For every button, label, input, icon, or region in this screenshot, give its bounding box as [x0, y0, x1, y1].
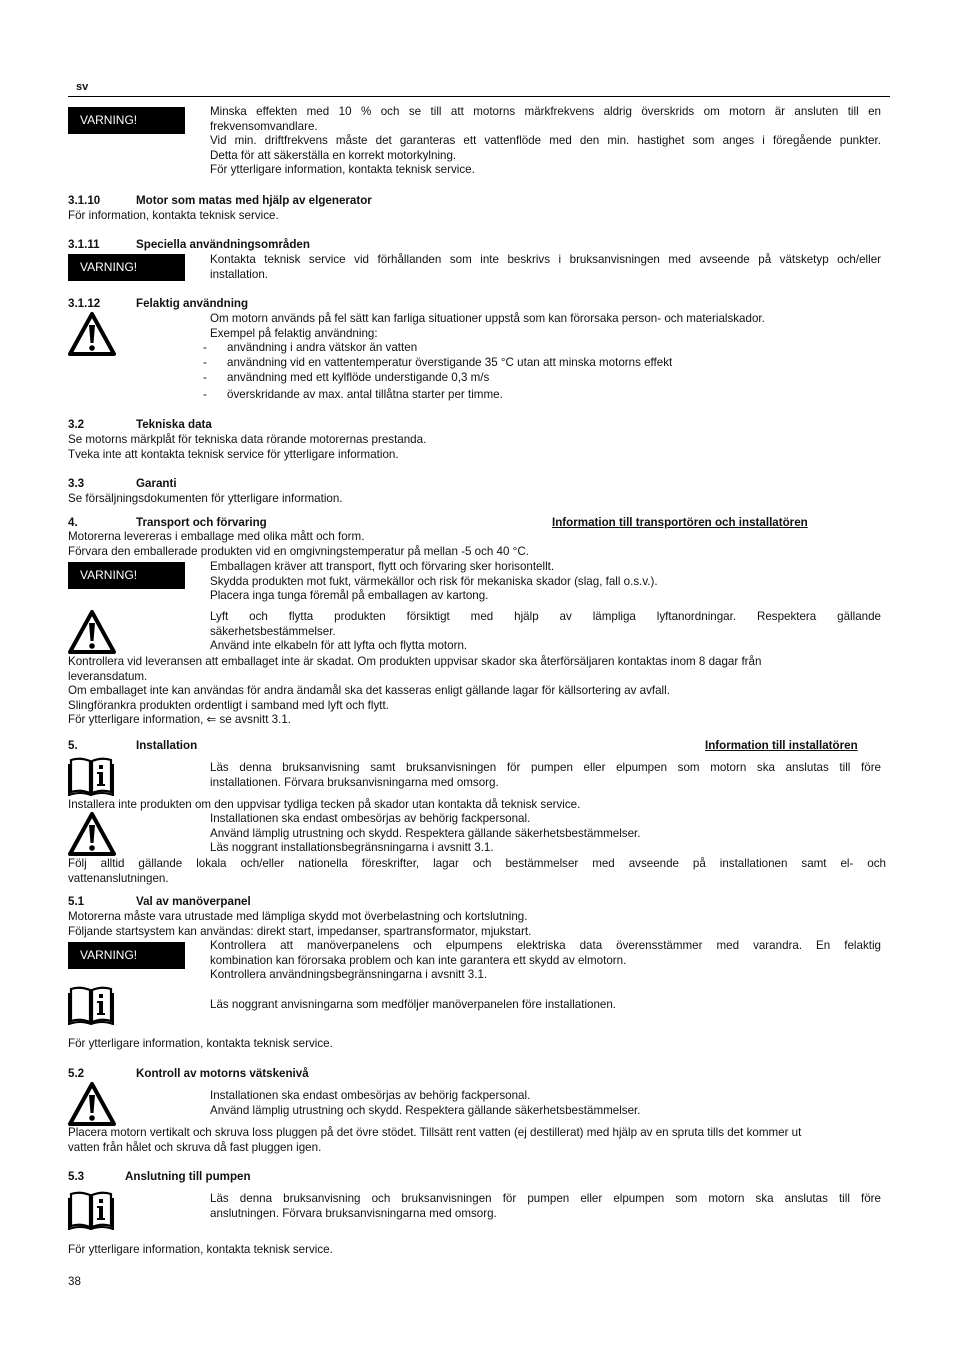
text-line: Detta för att säkerställa en korrekt motorkylning.	[210, 148, 457, 162]
section-title: Speciella användningsområden	[136, 238, 310, 251]
section-number: 5.2	[68, 1067, 85, 1080]
installation-danger-text	[210, 812, 881, 856]
text-line: Motorerna måste vara utrustade med lämpliga skydd mot överbelastning och kortslutning.	[68, 910, 528, 923]
text-line: Vid min. driftfrekvens måste det garanteras ett vattenflöde med den min. hastighet som anges i föregående punkter.	[210, 134, 881, 148]
section-title: Tekniska data	[136, 418, 212, 431]
section-title: Motor som matas med hjälp av elgenerator	[136, 194, 372, 207]
text-line: Kontakta teknisk service vid förhållanden som inte beskrivs i bruksanvisningen med avseende på vätsketyp och/eller	[210, 253, 881, 266]
text-line: anslutningen. Förvara bruksanvisningarna med omsorg.	[210, 1206, 497, 1220]
text-line: Motorerna levereras i emballage med olika mått och form.	[68, 530, 365, 543]
paragraph	[68, 433, 886, 462]
section-number: 4.	[68, 516, 78, 529]
text-line: Läs denna bruksanvisning och bruksanvisningen för pumpen eller elpumpen som motorn ska anslutas till före	[210, 1192, 881, 1205]
text-line: Följande startsystem kan användas: direkt start, impedanser, spartransformator, mjukstart.	[68, 924, 532, 938]
section-heading-3-1-12	[68, 297, 248, 312]
section-title: Anslutning till pumpen	[125, 1170, 251, 1183]
warning-label: VARNING!	[68, 107, 185, 134]
section-title: Transport och förvaring	[136, 516, 267, 529]
text-line: Läs noggrant installationsbegränsningarna i avsnitt 3.1.	[210, 841, 494, 855]
special-use-text	[210, 253, 881, 282]
text-line: Kontrollera användningsbegränsningarna i avsnitt 3.1.	[210, 968, 488, 982]
paragraph	[68, 655, 886, 728]
text-line: Tveka inte att kontakta teknisk service för ytterligare information.	[68, 447, 399, 461]
text-line: Minska effekten med 10 % och se till att motorns märkfrekvens aldrig överskrids om motorn är ansluten till en	[210, 105, 881, 118]
danger-warning-icon	[67, 311, 117, 357]
text-line: Använd inte elkabeln för att lyfta och flytta motorn.	[210, 639, 468, 653]
text-line: Placera inga tunga föremål på emballagen av kartong.	[210, 589, 489, 603]
text-line: installation.	[210, 267, 269, 281]
section-number: 3.1.12	[68, 297, 101, 310]
text-line: Se motorns märkplåt för tekniska data rörande motorernas prestanda.	[68, 433, 427, 446]
text-line: Använd lämplig utrustning och skydd. Respektera gällande säkerhetsbestämmelser.	[210, 826, 641, 840]
text-line: Kontrollera att manöverpanelens och elpumpens elektriska data överensstämmer med varandra. En felaktig	[210, 939, 881, 952]
paragraph	[68, 910, 886, 939]
text-line: För ytterligare information, ⇐ se avsnitt 3.1.	[68, 713, 291, 727]
danger-warning-icon	[67, 1081, 117, 1127]
section-heading-5-1	[68, 895, 251, 910]
section-number: 5.	[68, 739, 78, 752]
list-item: - överskridande av max. antal tillåtna starter per timme.	[203, 388, 503, 401]
section-number: 5.3	[68, 1170, 85, 1183]
paragraph: För information, kontakta teknisk service.	[68, 209, 279, 222]
text-line: Kontrollera vid leveransen att emballaget inte är skadat. Om produkten uppvisar skador ska återförsäljaren kontaktas inom 8 dagar från	[68, 655, 762, 668]
section-heading-3-3	[68, 477, 177, 492]
section-title: Garanti	[136, 477, 177, 490]
section-heading-3-1-10	[68, 194, 372, 209]
text-line: Läs denna bruksanvisning samt bruksanvisningen för pumpen eller elpumpen som motorn ska anslutas till före	[210, 761, 881, 774]
list-item: - användning med ett kylflöde understigande 0,3 m/s	[203, 371, 490, 384]
list-item: - användning vid en vattentemperatur överstigande 35 °C utan att minska motorns effekt	[203, 356, 673, 369]
paragraph: Se försäljningsdokumenten för ytterligare information.	[68, 492, 343, 505]
section-number: 3.1.10	[68, 194, 101, 207]
text-line: kombination kan förorsaka problem och kan inte garantera ett skydd av elmotorn.	[210, 953, 627, 967]
section-number: 3.3	[68, 477, 85, 490]
paragraph: För ytterligare information, kontakta teknisk service.	[68, 1243, 333, 1256]
section-number: 5.1	[68, 895, 85, 908]
text-line: Om motorn används på fel sätt kan farliga situationer uppstå som kan förorsaka person- och materialskador.	[210, 312, 765, 325]
warning-label: VARNING!	[68, 254, 185, 281]
section-title: Val av manöverpanel	[136, 895, 251, 908]
lifting-danger-text	[210, 610, 881, 654]
section-heading-5	[68, 739, 197, 754]
text-line: Skydda produkten mot fukt, värmekällor och risk för mekaniska skador (slag, fall o.s.v.).	[210, 574, 658, 588]
text-line: Placera motorn vertikalt och skruva loss pluggen på det övre stödet. Tillsätt rent vatten (ej destillerat) med hjälp av en spruta tills det kommer ut	[68, 1126, 802, 1139]
header-rule	[68, 96, 890, 97]
language-code: sv	[76, 81, 89, 93]
text-line: frekvensomvandlare.	[210, 119, 318, 133]
section-number: 3.1.11	[68, 238, 100, 251]
manual-text: Läs noggrant anvisningarna som medföljer manöverpanelen före installationen.	[210, 998, 617, 1011]
section-title: Felaktig användning	[136, 297, 249, 310]
paragraph	[68, 1126, 886, 1155]
text-line: installationen. Förvara bruksanvisningarna med omsorg.	[210, 775, 499, 789]
text-line: vattenanslutningen.	[68, 871, 169, 885]
read-manual-icon	[68, 985, 114, 1025]
manual-text	[210, 761, 881, 790]
warning-label: VARNING!	[68, 942, 185, 969]
text-line: Slingförankra produkten ordentligt i samband med lyft och flytt.	[68, 698, 389, 712]
fluid-level-danger-text	[210, 1089, 881, 1118]
text-line: Lyft och flytta produkten försiktigt med hjälp av lämpliga lyftanordningar. Respektera gällande	[210, 610, 881, 623]
paragraph	[68, 530, 886, 559]
section-heading-4	[68, 516, 267, 531]
text-line: Emballagen kräver att transport, flytt och förvaring sker horisontellt.	[210, 560, 555, 573]
text-line: Exempel på felaktig användning:	[210, 326, 378, 340]
paragraph	[68, 857, 886, 886]
section-title: Kontroll av motorns vätskenivå	[136, 1067, 309, 1080]
page-number: 38	[68, 1275, 81, 1288]
manual-text	[210, 1192, 881, 1221]
paragraph: Installera inte produkten om den uppvisar tydliga tecken på skador utan kontakta då teknisk service.	[68, 798, 581, 811]
section-number: 3.2	[68, 418, 85, 431]
danger-warning-icon	[67, 811, 117, 857]
text-line: För ytterligare information, kontakta teknisk service.	[210, 163, 475, 177]
danger-warning-icon	[67, 609, 117, 655]
section-title: Installation	[136, 739, 198, 752]
list-item: - användning i andra vätskor än vatten	[203, 341, 418, 354]
text-line: Använd lämplig utrustning och skydd. Respektera gällande säkerhetsbestämmelser.	[210, 1103, 641, 1117]
audience-note: Information till transportören och installatören	[552, 516, 808, 529]
text-line: Följ alltid gällande lokala och/eller nationella föreskrifter, lagar och bestämmelser med avseende på installationen samt el- och	[68, 857, 886, 870]
frequency-warning-text	[210, 105, 881, 178]
warning-label: VARNING!	[68, 562, 185, 589]
section-heading-3-2	[68, 418, 212, 433]
text-line: Installationen ska endast ombesörjas av behörig fackpersonal.	[210, 1089, 531, 1102]
section-heading-5-3	[68, 1170, 251, 1185]
section-heading-3-1-11	[68, 238, 310, 253]
audience-note: Information till installatören	[705, 739, 858, 752]
read-manual-icon	[68, 1190, 114, 1230]
read-manual-icon	[68, 756, 114, 796]
control-panel-warning-text	[210, 939, 881, 983]
text-line: säkerhetsbestämmelser.	[210, 624, 336, 638]
text-line: leveransdatum.	[68, 669, 148, 683]
text-line: Installationen ska endast ombesörjas av behörig fackpersonal.	[210, 812, 531, 825]
text-line: vatten från hålet och skruva då fast pluggen igen.	[68, 1140, 322, 1154]
text-line: Förvara den emballerade produkten vid en omgivningstemperatur på mellan -5 och 40 °C.	[68, 544, 529, 558]
transport-warning-text	[210, 560, 881, 604]
paragraph: För ytterligare information, kontakta teknisk service.	[68, 1037, 333, 1050]
text-line: Om emballaget inte kan användas för andra ändamål ska det kasseras enligt gällande lagar för källsortering av avfall.	[68, 684, 670, 698]
misuse-text	[210, 312, 881, 341]
section-heading-5-2	[68, 1067, 309, 1082]
